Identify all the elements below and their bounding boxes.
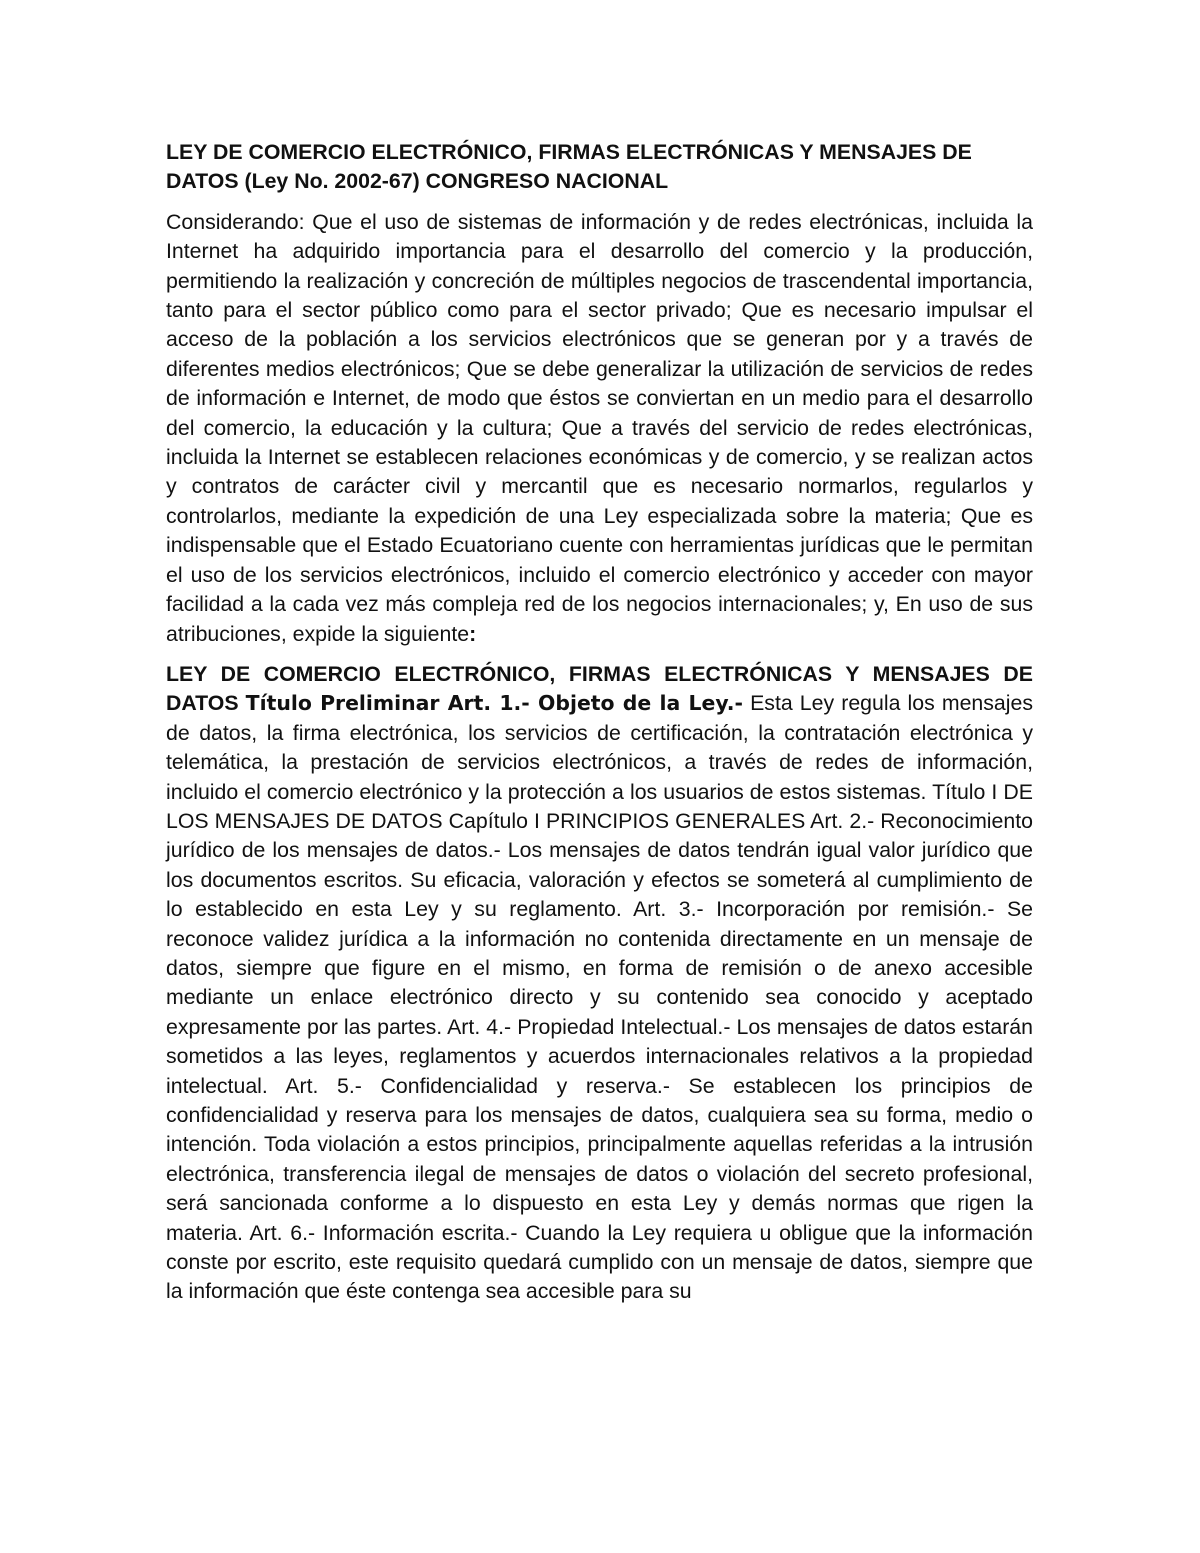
law-body-text: Esta Ley regula los mensajes de datos, la firma electrónica, los servicios de certificación, la contratación electrónica y telemática, la prestación de servicios electrónicos, a través de redes de información, incluido el comercio electrónico y la protección a los usuarios de estos sistemas. Título I DE LOS MENSAJES DE DATOS Capítulo I PRINCIPIOS GENERALES Art. 2.- Reconocimiento jurídico de los mensajes de datos.- Los mensajes de datos tendrán igual valor jurídico que los documentos escritos. Su eficacia, valoración y efectos se someterá al cumplimiento de lo establecido en esta Ley y su reglamento. Art. 3.- Incorporación por remisión.- Se reconoce validez jurídica a la información no contenida directamente en un mensaje de datos, siempre que figure en el mismo, en forma de remisión o de anexo accesible mediante un enlace electrónico directo y su contenido sea conocido y aceptado expresamente por las partes. Art. 4.- Propiedad Intelectual.- Los mensajes de datos estarán sometidos a las leyes, reglamentos y acuerdos internacionales relativos a la propiedad intelectual. Art. 5.- Confidencialidad y reserva.- Se establecen los principios de confidencialidad y reserva para los mensajes de datos, cualquiera sea su forma, medio o intención. Toda violación a estos principios, principalmente aquellas referidas a la intrusión electrónica, transferencia ilegal de mensajes de datos o violación del secreto profesional, será sancionada conforme a lo dispuesto en esta Ley y demás normas que rigen la materia. Art. 6.- Información escrita.- Cuando la Ley requiera u obligue que la información conste por escrito, este requisito quedará cumplido con un mensaje de datos, siempre que la información que éste contenga sea accesible para su [166, 691, 1033, 1304]
document-page [166, 138, 1033, 1318]
article-heading: Título Preliminar Art. 1.- Objeto de la Ley.- [245, 691, 743, 716]
considerando-colon: : [469, 621, 477, 646]
considerando-text: Considerando: Que el uso de sistemas de información y de redes electrónicas, incluida la Internet ha adquirido importancia para el desarrollo del comercio y la producción, permitiendo la realización y concreción de múltiples negocios de trascendental importancia, tanto para el sector público como para el sector privado; Que es necesario impulsar el acceso de la población a los servicios electrónicos que se generan por y a través de diferentes medios electrónicos; Que se debe generalizar la utilización de servicios de redes de información e Internet, de modo que éstos se conviertan en un medio para el desarrollo del comercio, la educación y la cultura; Que a través del servicio de redes electrónicas, incluida la Internet se establecen relaciones económicas y de comercio, y se realizan actos y contratos de carácter civil y mercantil que es necesario normarlos, regularlos y controlarlos, mediante la expedición de una Ley especializada sobre la materia; Que es indispensable que el Estado Ecuatoriano cuente con herramientas jurídicas que le permitan el uso de los servicios electrónicos, incluido el comercio electrónico y acceder con mayor facilidad a la cada vez más compleja red de los negocios internacionales; y, En uso de sus atribuciones, expide la siguiente [166, 209, 1033, 646]
considerando-paragraph [166, 208, 1033, 649]
law-body-paragraph [166, 660, 1033, 1307]
document-title: LEY DE COMERCIO ELECTRÓNICO, FIRMAS ELECTRÓNICAS Y MENSAJES DE DATOS (Ley No. 2002-67) CONGRESO NACIONAL [166, 140, 972, 194]
law-heading: LEY DE COMERCIO ELECTRÓNICO, FIRMAS ELECTRÓNICAS Y MENSAJES DE DATOS [166, 661, 1033, 716]
